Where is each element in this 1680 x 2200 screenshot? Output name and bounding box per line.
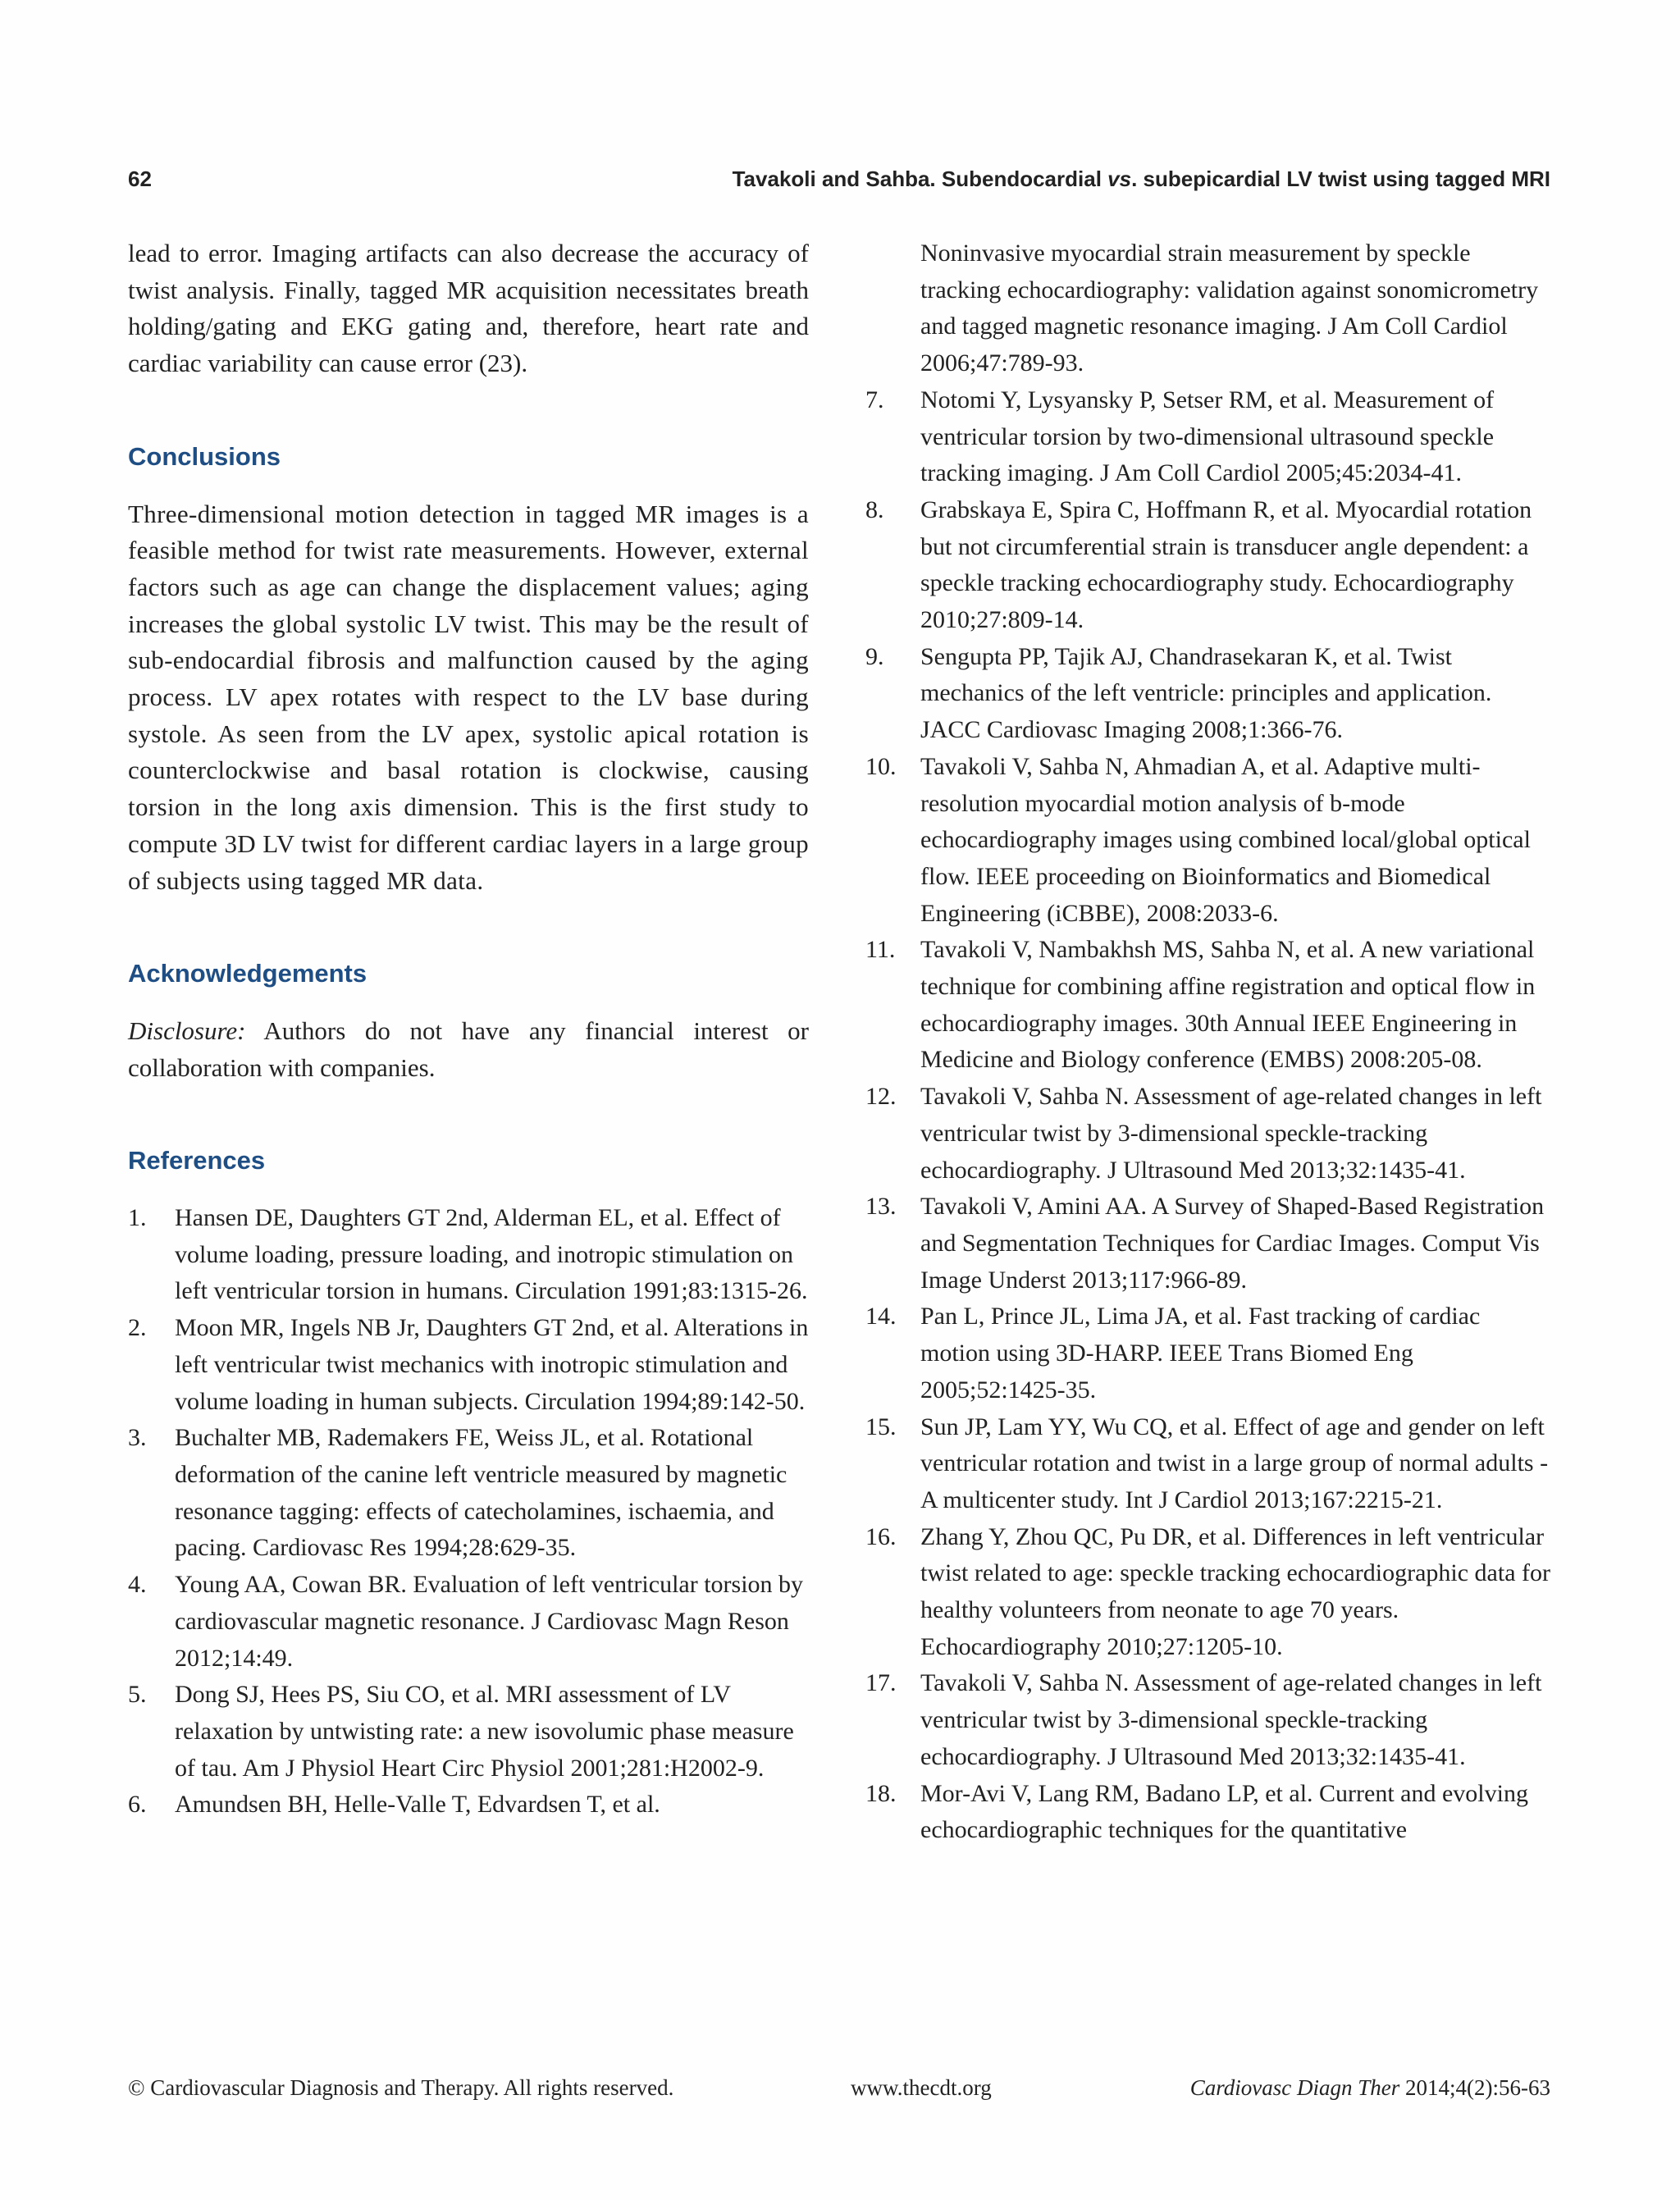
reference-item	[865, 1776, 1553, 1849]
footer-journal: Cardiovasc Diagn Ther	[1189, 2075, 1400, 2100]
reference-text: Tavakoli V, Sahba N, Ahmadian A, et al. Adaptive multi-resolution myocardial motion analysis of b-mode echocardiography images using combined local/global optical flow. IEEE proceeding on Bioinformatics and Biomedical Engineering (iCBBE), 2008:2033-6.	[920, 752, 1531, 927]
reference-text: Sun JP, Lam YY, Wu CQ, et al. Effect of age and gender on left ventricular rotation and twist in a large group of normal adults - A multicenter study. Int J Cardiol 2013;167:2215-21.	[920, 1413, 1549, 1513]
reference-item	[865, 1409, 1553, 1519]
reference-number: 18.	[865, 1779, 897, 1807]
reference-item	[865, 1519, 1553, 1666]
reference-number: 15.	[865, 1413, 897, 1440]
references-list-left	[128, 1200, 809, 1823]
right-column	[865, 235, 1553, 1849]
reference-item	[865, 382, 1553, 492]
reference-text: Moon MR, Ingels NB Jr, Daughters GT 2nd, et al. Alterations in left ventricular twist mechanics with inotropic stimulation and volume loading in human subjects. Circulation 1994;89:142-50.	[175, 1314, 809, 1415]
running-title-vs: vs	[1107, 167, 1132, 191]
reference-text: Noninvasive myocardial strain measurement by speckle tracking echocardiography: validation against sonomicrometry and tagged magnetic resonance imaging. J Am Coll Cardiol 2006;47:789-93.	[920, 240, 1539, 377]
reference-item	[128, 1677, 809, 1787]
disclosure-paragraph	[128, 1013, 809, 1086]
footer-citation-detail: 2014;4(2):56-63	[1399, 2075, 1550, 2100]
reference-text: Hansen DE, Daughters GT 2nd, Alderman EL, et al. Effect of volume loading, pressure loading, and inotropic stimulation on left ventricular torsion in humans. Circulation 1991;83:1315-26.	[175, 1204, 808, 1305]
reference-item	[865, 932, 1553, 1079]
reference-text: Sengupta PP, Tajik AJ, Chandrasekaran K, et al. Twist mechanics of the left ventricle: principles and application. JACC Cardiovasc Imaging 2008;1:366-76.	[920, 642, 1492, 744]
reference-text: Amundsen BH, Helle-Valle T, Edvardsen T, et al.	[175, 1791, 660, 1819]
reference-item	[128, 1200, 809, 1310]
reference-text: Zhang Y, Zhou QC, Pu DR, et al. Differences in left ventricular twist related to age: speckle tracking echocardiographic data for healthy volunteers from neonate to age 70 years. Echocardiography 2010;27:1205-10.	[920, 1522, 1550, 1660]
reference-text: Pan L, Prince JL, Lima JA, et al. Fast tracking of cardiac motion using 3D-HARP. IEEE Trans Biomed Eng 2005;52:1425-35.	[920, 1303, 1481, 1404]
reference-text: Mor-Avi V, Lang RM, Badano LP, et al. Current and evolving echocardiographic techniques for the quantitative	[920, 1779, 1528, 1844]
footer-website-link[interactable]: www.thecdt.org	[851, 2075, 992, 2100]
reference-item	[865, 749, 1553, 933]
reference-item	[128, 1567, 809, 1677]
reference-text: Tavakoli V, Amini AA. A Survey of Shaped-Based Registration and Segmentation Techniques for Cardiac Images. Comput Vis Image Underst 2013;117:966-89.	[920, 1193, 1545, 1294]
reference-text: Tavakoli V, Nambakhsh MS, Sahba N, et al. A new variational technique for combining affine registration and optical flow in echocardiography images. 30th Annual IEEE Engineering in Medicine and Biology conference (EMBS) 2008:205-08.	[920, 936, 1536, 1074]
reference-number: 3.	[128, 1424, 147, 1452]
reference-text: Grabskaya E, Spira C, Hoffmann R, et al. Myocardial rotation but not circumferential strain is transducer angle dependent: a speckle tracking echocardiography study. Echocardiography 2010;27:809-14.	[920, 495, 1532, 634]
running-title-prefix: Tavakoli and Sahba. Subendocardial	[732, 167, 1102, 191]
reference-item	[865, 1665, 1553, 1775]
reference-text: Dong SJ, Hees PS, Siu CO, et al. MRI assessment of LV relaxation by untwisting rate: a new isovolumic phase measure of tau. Am J Physiol Heart Circ Physiol 2001;281:H2002-9.	[175, 1681, 794, 1782]
reference-number: 7.	[865, 386, 884, 413]
reference-text: Young AA, Cowan BR. Evaluation of left ventricular torsion by cardiovascular magnetic resonance. J Cardiovasc Magn Reson 2012;14:49.	[175, 1571, 804, 1672]
reference-number: 10.	[865, 752, 897, 780]
reference-text: Notomi Y, Lysyansky P, Setser RM, et al. Measurement of ventricular torsion by two-dimensional ultrasound speckle tracking imaging. J Am Coll Cardiol 2005;45:2034-41.	[920, 386, 1495, 487]
disclosure-label: Disclosure:	[128, 1016, 246, 1045]
reference-number: 13.	[865, 1193, 897, 1221]
reference-item	[128, 1310, 809, 1420]
reference-continuation	[865, 235, 1553, 382]
reference-number: 5.	[128, 1681, 147, 1709]
reference-number: 16.	[865, 1522, 897, 1550]
reference-number: 8.	[865, 495, 884, 523]
conclusions-heading: Conclusions	[128, 441, 281, 471]
footer-citation	[1190, 2075, 1550, 2101]
reference-item	[865, 1299, 1553, 1408]
footer-copyright: © Cardiovascular Diagnosis and Therapy. All rights reserved.	[128, 2075, 674, 2100]
reference-item	[865, 492, 1553, 639]
reference-number: 4.	[128, 1571, 147, 1599]
reference-text: Buchalter MB, Rademakers FE, Weiss JL, et al. Rotational deformation of the canine left ventricle measured by magnetic resonance tagging: effects of catecholamines, ischaemia, and pacing. Cardiovasc Res 1994;28:629-35.	[175, 1424, 788, 1562]
reference-item	[865, 1079, 1553, 1189]
reference-item	[128, 1787, 809, 1823]
running-title	[733, 167, 1550, 192]
acknowledgements-heading: Acknowledgements	[128, 959, 368, 988]
conclusions-paragraph: Three-dimensional motion detection in tagged MR images is a feasible method for twist rate measurements. However, external factors such as age can change the displacement values; aging increases the global systolic LV twist. This may be the result of sub-endocardial fibrosis and malfunction caused by the aging process. LV apex rotates with respect to the LV base during systole. As seen from the LV apex, systolic apical rotation is counterclockwise and basal rotation is clockwise, causing torsion in the long axis dimension. This is the first study to compute 3D LV twist for different cardiac layers in a large group of subjects using tagged MR data.	[128, 499, 809, 895]
intro-paragraph: lead to error. Imaging artifacts can also decrease the accuracy of twist analysis. Finally, tagged MR acquisition necessitates breath holding/gating and EKG gating and, therefore, heart rate and cardiac variability can cause error (23).	[128, 239, 809, 378]
references-heading: References	[128, 1146, 266, 1175]
reference-number: 14.	[865, 1303, 897, 1330]
references-list-right	[865, 235, 1553, 1849]
reference-number: 6.	[128, 1791, 147, 1819]
reference-item	[865, 1189, 1553, 1299]
reference-number: 12.	[865, 1083, 897, 1111]
reference-item	[128, 1420, 809, 1567]
disclosure-text: Authors do not have any financial interest or collaboration with companies.	[128, 1016, 809, 1082]
left-column	[128, 235, 809, 1823]
running-title-suffix: . subepicardial LV twist using tagged MRI	[1131, 167, 1550, 191]
reference-text: Tavakoli V, Sahba N. Assessment of age-related changes in left ventricular twist by 3-dimensional speckle-tracking echocardiography. J Ultrasound Med 2013;32:1435-41.	[920, 1083, 1542, 1184]
reference-number: 11.	[865, 936, 896, 964]
reference-text: Tavakoli V, Sahba N. Assessment of age-related changes in left ventricular twist by 3-dimensional speckle-tracking echocardiography. J Ultrasound Med 2013;32:1435-41.	[920, 1669, 1542, 1770]
reference-number: 2.	[128, 1314, 147, 1342]
reference-item	[865, 639, 1553, 749]
reference-number: 9.	[865, 642, 884, 670]
reference-number: 17.	[865, 1669, 897, 1697]
page-number: 62	[128, 167, 152, 191]
reference-number: 1.	[128, 1204, 147, 1232]
